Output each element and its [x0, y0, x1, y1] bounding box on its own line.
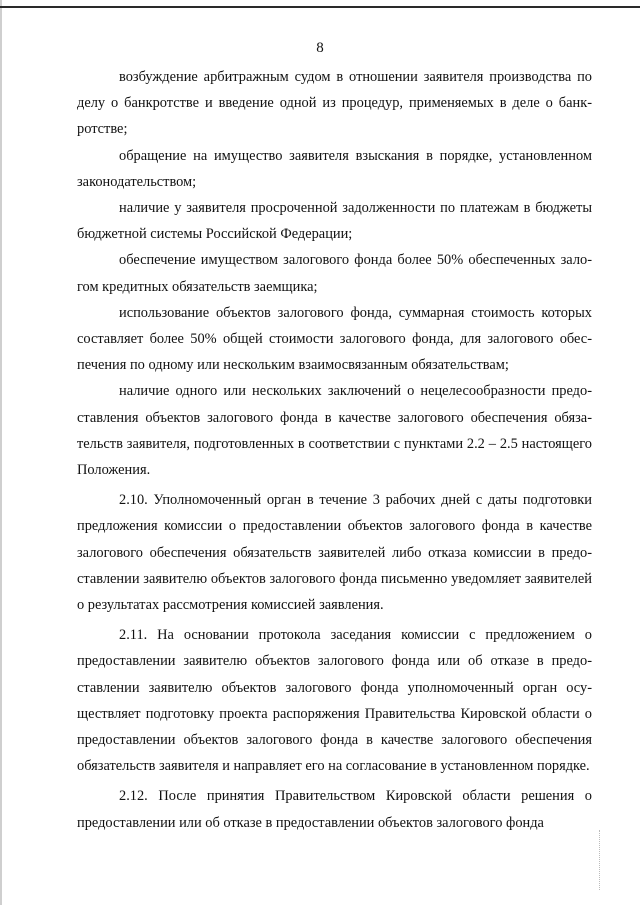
scan-edge — [0, 0, 2, 905]
page-number: 8 — [316, 40, 324, 56]
paragraph: обращение на имущество заявителя взыскания в порядке, установленном законодательством; — [77, 147, 592, 190]
scan-artifact — [597, 830, 600, 890]
document-body — [77, 64, 592, 836]
paragraph: обеспечение имуществом залогового фонда более 50% обеспеченных залогом кредитных обязательств заемщика; — [77, 252, 592, 295]
paragraph-2-10: 2.10. Уполномоченный орган в течение 3 рабочих дней с даты подготовки предложения комиссии о предоставлении объектов залогового фонда в качестве залогового обеспечения обязательств заявителей либо отказа комиссии в предоставлении заявителю объектов залогового фонда письменно уведомляет заявителей о результатах рассмотрения комиссией заявления. — [77, 492, 592, 614]
paragraph: наличие одного или нескольких заключений о нецелесообразности предоставления объектов залогового фонда в качестве залогового обеспечения обязательств заявителя, подготовленных в соответствии с пунктами 2.2 – 2.5 настоящего Положения. — [77, 383, 592, 479]
paragraph: наличие у заявителя просроченной задолженности по платежам в бюджеты бюджетной системы Российской Федерации; — [77, 200, 592, 243]
paragraph: использование объектов залогового фонда, суммарная стоимость которых составляет более 50% общей стоимости залогового фонда, для залогового обеспечения по одному или нескольким взаимосвязанным обязательствам; — [77, 304, 592, 374]
paragraph-2-11: 2.11. На основании протокола заседания комиссии с предложением о предоставлении заявителю объектов залогового фонда или об отказе в предоставлении заявителю объектов залогового фонда уполномоченный орган осуществляет подготовку проекта распоряжения Правительства Кировской области о предоставлении объектов залогового фонда в качестве залогового обеспечения обязательств заявителя и направляет его на согласование в установленном порядке. — [77, 627, 592, 775]
paragraph-2-12: 2.12. После принятия Правительством Кировской области решения о предоставлении или об отказе в предоставлении объектов залогового фонда — [77, 788, 592, 831]
scan-top-border — [0, 6, 640, 8]
paragraph: возбуждение арбитражным судом в отношении заявителя производства по делу о банкротстве и введение одной из процедур, применяемых в деле о банкротстве; — [77, 69, 592, 138]
